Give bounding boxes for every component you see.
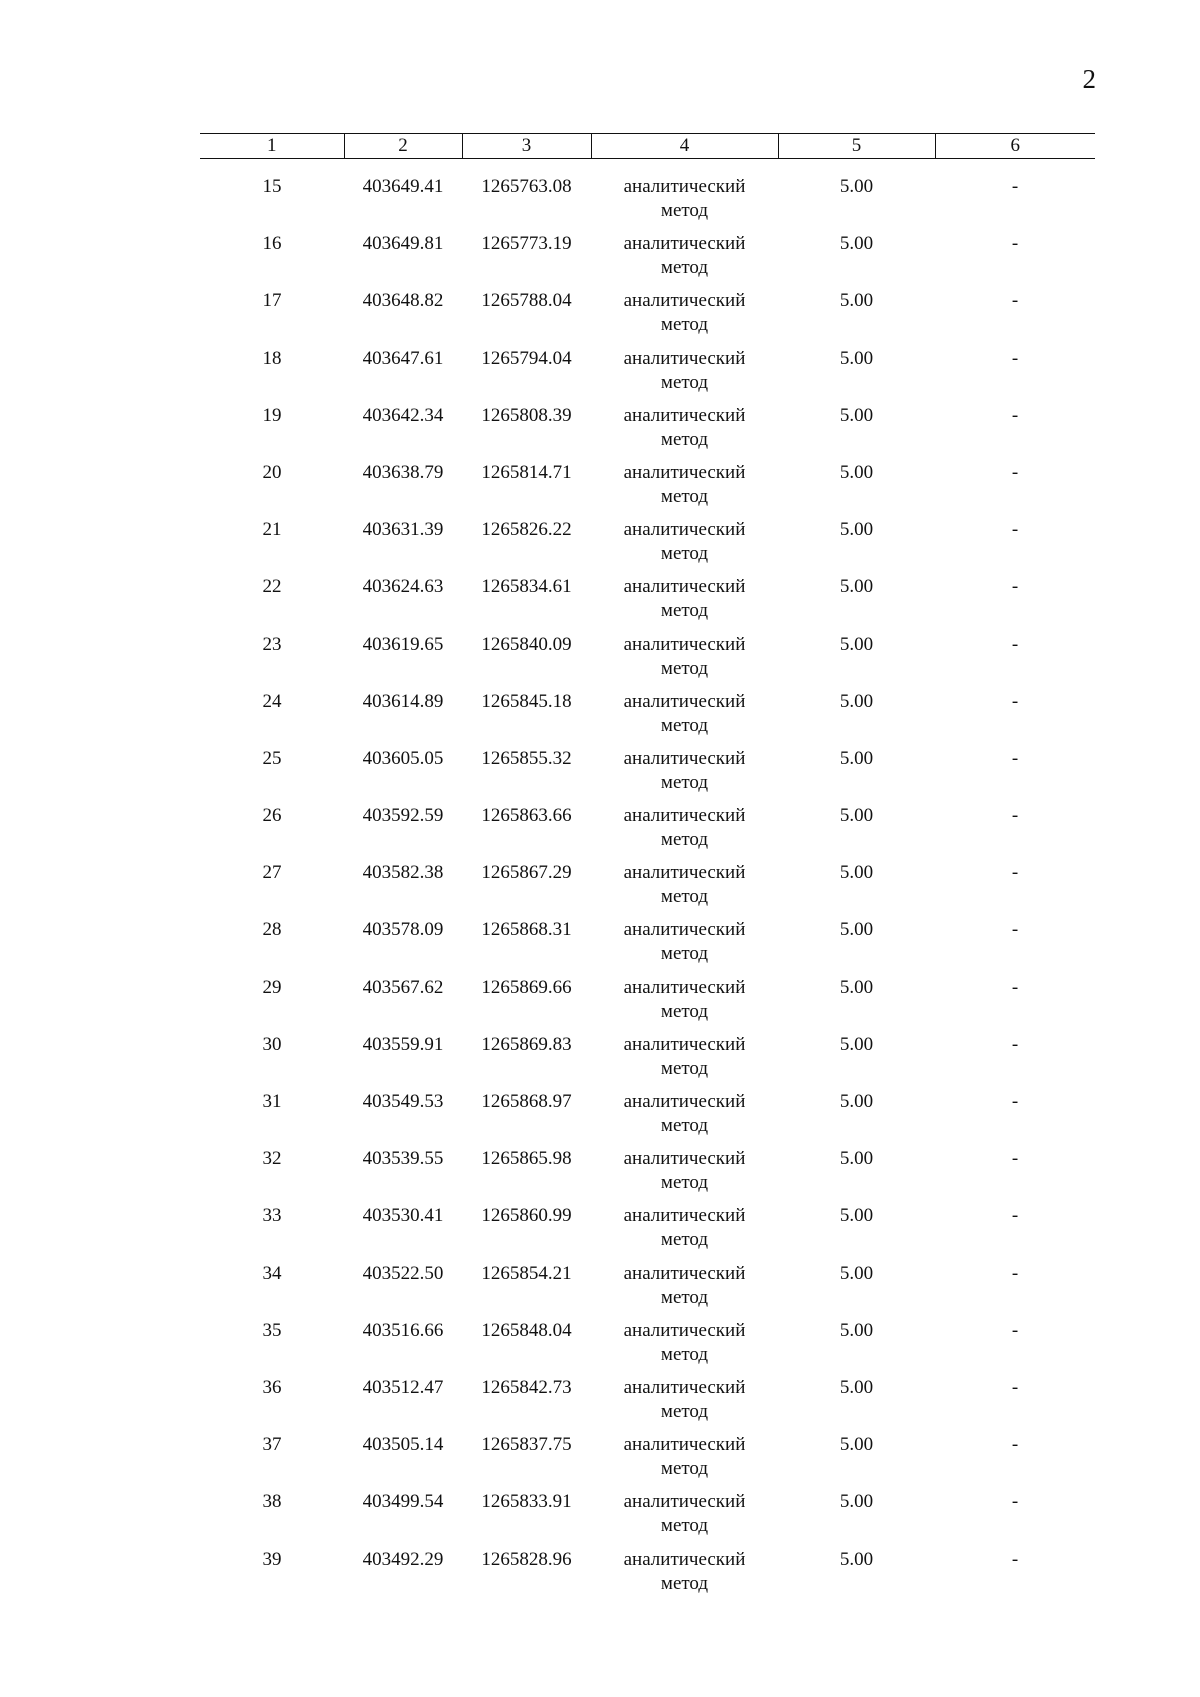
method-cell [591, 1147, 778, 1204]
coordinate-x: 403592.59 [362, 805, 444, 827]
table-row [200, 159, 1095, 233]
method-text-line1: аналитический [623, 347, 746, 369]
coordinate-y: 1265834.61 [481, 576, 572, 598]
method-text-line2: метод [660, 829, 709, 851]
method-text-line2: метод [660, 1000, 709, 1022]
note-value: - [1011, 1033, 1019, 1055]
table-row [200, 918, 1095, 975]
point-number: 34 [262, 1262, 282, 1284]
coordinate-x: 403559.91 [362, 1033, 444, 1055]
accuracy-value: 5.00 [839, 233, 874, 255]
point-number: 28 [262, 919, 282, 941]
method-text-line2: метод [660, 1458, 709, 1480]
method-cell [591, 1376, 778, 1433]
table-row [200, 1490, 1095, 1547]
accuracy-value: 5.00 [839, 1033, 874, 1055]
coordinate-y: 1265788.04 [481, 290, 572, 312]
method-text-line1: аналитический [623, 519, 746, 541]
coordinate-x: 403499.54 [362, 1491, 444, 1513]
coordinate-y: 1265867.29 [481, 862, 572, 884]
method-cell [591, 1090, 778, 1147]
table-row [200, 461, 1095, 518]
coordinate-x: 403567.62 [362, 976, 444, 998]
method-cell [591, 1490, 778, 1547]
table-row [200, 804, 1095, 861]
coordinate-y: 1265794.04 [481, 347, 572, 369]
method-cell [591, 804, 778, 861]
table-row [200, 861, 1095, 918]
method-text-line2: метод [660, 1572, 709, 1594]
note-value: - [1011, 862, 1019, 884]
coordinate-x: 403614.89 [362, 690, 444, 712]
table-header-row [200, 134, 1095, 159]
point-number: 23 [262, 633, 282, 655]
coordinate-x: 403539.55 [362, 1148, 444, 1170]
coordinate-y: 1265848.04 [481, 1319, 572, 1341]
coordinate-y: 1265828.96 [481, 1548, 572, 1570]
method-text-line2: метод [660, 1172, 709, 1194]
method-cell [591, 1319, 778, 1376]
table-header [200, 134, 1095, 159]
method-text-line2: метод [660, 943, 709, 965]
coordinate-y: 1265842.73 [481, 1376, 572, 1398]
accuracy-value: 5.00 [839, 1262, 874, 1284]
coordinate-y: 1265840.09 [481, 633, 572, 655]
method-text-line1: аналитический [623, 461, 746, 483]
method-cell [591, 575, 778, 632]
point-number: 21 [262, 519, 282, 541]
method-text-line2: метод [660, 1515, 709, 1537]
point-number: 27 [262, 862, 282, 884]
table-row [200, 1376, 1095, 1433]
coordinate-y: 1265763.08 [481, 176, 572, 197]
note-value: - [1011, 690, 1019, 712]
note-value: - [1011, 404, 1019, 426]
coordinate-x: 403530.41 [362, 1205, 444, 1227]
accuracy-value: 5.00 [839, 347, 874, 369]
note-value: - [1011, 1491, 1019, 1513]
header-col-6: 6 [935, 134, 1095, 159]
table-row [200, 1090, 1095, 1147]
header-col-5: 5 [778, 134, 935, 159]
method-text-line2: метод [660, 1343, 709, 1365]
method-cell [591, 747, 778, 804]
header-col-3: 3 [462, 134, 591, 159]
accuracy-value: 5.00 [839, 1434, 874, 1456]
point-number: 18 [262, 347, 282, 369]
point-number: 37 [262, 1434, 282, 1456]
point-number: 33 [262, 1205, 282, 1227]
note-value: - [1011, 805, 1019, 827]
note-value: - [1011, 576, 1019, 598]
coordinate-y: 1265833.91 [481, 1491, 572, 1513]
accuracy-value: 5.00 [839, 404, 874, 426]
method-text-line1: аналитический [623, 1148, 746, 1170]
note-value: - [1011, 976, 1019, 998]
note-value: - [1011, 347, 1019, 369]
coordinate-y: 1265868.31 [481, 919, 572, 941]
coordinate-y: 1265808.39 [481, 404, 572, 426]
method-text-line2: метод [660, 1286, 709, 1308]
method-cell [591, 690, 778, 747]
header-col-4: 4 [591, 134, 778, 159]
note-value: - [1011, 1548, 1019, 1570]
table-body [200, 159, 1095, 1605]
method-text-line1: аналитический [623, 862, 746, 884]
method-cell [591, 1204, 778, 1261]
point-number: 25 [262, 747, 282, 769]
method-text-line1: аналитический [623, 976, 746, 998]
method-cell [591, 518, 778, 575]
method-cell [591, 1033, 778, 1090]
coordinate-x: 403642.34 [362, 404, 444, 426]
coordinate-x: 403512.47 [362, 1376, 444, 1398]
table-row [200, 518, 1095, 575]
method-text-line2: метод [660, 771, 709, 793]
method-text-line1: аналитический [623, 805, 746, 827]
coordinate-y: 1265863.66 [481, 805, 572, 827]
method-text-line1: аналитический [623, 1491, 746, 1513]
table-row [200, 232, 1095, 289]
method-text-line2: метод [660, 657, 709, 679]
method-text-line1: аналитический [623, 404, 746, 426]
accuracy-value: 5.00 [839, 576, 874, 598]
table-row [200, 1262, 1095, 1319]
coordinate-y: 1265868.97 [481, 1091, 572, 1112]
method-text-line1: аналитический [623, 576, 746, 598]
note-value: - [1011, 233, 1019, 255]
coordinate-y: 1265855.32 [481, 747, 572, 769]
method-text-line2: метод [660, 1400, 709, 1422]
coordinate-x: 403516.66 [362, 1319, 444, 1341]
table-row [200, 1548, 1095, 1605]
method-text-line1: аналитический [623, 1262, 746, 1284]
method-text-line1: аналитический [623, 747, 746, 769]
method-text-line2: метод [660, 371, 709, 393]
note-value: - [1011, 1319, 1019, 1341]
table-row [200, 1033, 1095, 1090]
note-value: - [1011, 1262, 1019, 1284]
header-col-2: 2 [344, 134, 462, 159]
point-number: 17 [262, 290, 282, 312]
table-row [200, 690, 1095, 747]
method-cell [591, 1433, 778, 1490]
accuracy-value: 5.00 [839, 290, 874, 312]
method-cell [591, 861, 778, 918]
accuracy-value: 5.00 [839, 862, 874, 884]
note-value: - [1011, 1091, 1019, 1112]
method-text-line1: аналитический [623, 633, 746, 655]
method-text-line1: аналитический [623, 1319, 746, 1341]
point-number: 15 [262, 176, 282, 197]
point-number: 26 [262, 805, 282, 827]
method-cell [591, 159, 778, 233]
method-cell [591, 1548, 778, 1605]
accuracy-value: 5.00 [839, 747, 874, 769]
coordinate-x: 403638.79 [362, 461, 444, 483]
method-text-line2: метод [660, 600, 709, 622]
method-cell [591, 461, 778, 518]
accuracy-value: 5.00 [839, 1376, 874, 1398]
note-value: - [1011, 633, 1019, 655]
method-text-line1: аналитический [623, 290, 746, 312]
coordinate-y: 1265826.22 [481, 519, 572, 541]
method-text-line1: аналитический [623, 1434, 746, 1456]
method-text-line2: метод [660, 257, 709, 279]
point-number: 36 [262, 1376, 282, 1398]
note-value: - [1011, 1205, 1019, 1227]
header-col-1: 1 [200, 134, 344, 159]
note-value: - [1011, 461, 1019, 483]
method-text-line1: аналитический [623, 233, 746, 255]
table-row [200, 976, 1095, 1033]
method-text-line2: метод [660, 1115, 709, 1136]
table-row [200, 747, 1095, 804]
point-number: 22 [262, 576, 282, 598]
method-text-line1: аналитический [623, 1033, 746, 1055]
coordinate-y: 1265845.18 [481, 690, 572, 712]
coordinate-x: 403582.38 [362, 862, 444, 884]
coordinates-table-container [200, 133, 1095, 1605]
table-row [200, 575, 1095, 632]
method-text-line1: аналитический [623, 1548, 746, 1570]
table-row [200, 1433, 1095, 1490]
note-value: - [1011, 1376, 1019, 1398]
accuracy-value: 5.00 [839, 1319, 874, 1341]
table-row [200, 404, 1095, 461]
method-text-line2: метод [660, 1229, 709, 1251]
method-text-line2: метод [660, 200, 709, 221]
coordinate-x: 403631.39 [362, 519, 444, 541]
note-value: - [1011, 290, 1019, 312]
method-text-line2: метод [660, 428, 709, 450]
point-number: 39 [262, 1548, 282, 1570]
point-number: 30 [262, 1033, 282, 1055]
coordinate-x: 403605.05 [362, 747, 444, 769]
accuracy-value: 5.00 [839, 1148, 874, 1170]
method-cell [591, 289, 778, 346]
point-number: 35 [262, 1319, 282, 1341]
point-number: 20 [262, 461, 282, 483]
coordinate-y: 1265860.99 [481, 1205, 572, 1227]
table-row [200, 633, 1095, 690]
coordinate-x: 403649.41 [362, 176, 444, 197]
coordinates-table [200, 133, 1095, 1605]
method-text-line2: метод [660, 886, 709, 908]
accuracy-value: 5.00 [839, 176, 874, 197]
accuracy-value: 5.00 [839, 1491, 874, 1513]
method-cell [591, 232, 778, 289]
method-text-line2: метод [660, 1057, 709, 1079]
point-number: 32 [262, 1148, 282, 1170]
method-cell [591, 1262, 778, 1319]
accuracy-value: 5.00 [839, 919, 874, 941]
coordinate-y: 1265773.19 [481, 233, 572, 255]
coordinate-x: 403522.50 [362, 1262, 444, 1284]
accuracy-value: 5.00 [839, 976, 874, 998]
coordinate-y: 1265869.83 [481, 1033, 572, 1055]
accuracy-value: 5.00 [839, 805, 874, 827]
method-text-line1: аналитический [623, 1376, 746, 1398]
method-text-line1: аналитический [623, 919, 746, 941]
coordinate-y: 1265869.66 [481, 976, 572, 998]
table-row [200, 1147, 1095, 1204]
method-cell [591, 404, 778, 461]
note-value: - [1011, 919, 1019, 941]
method-text-line1: аналитический [623, 1091, 746, 1112]
coordinate-x: 403624.63 [362, 576, 444, 598]
method-cell [591, 918, 778, 975]
coordinate-x: 403648.82 [362, 290, 444, 312]
coordinate-y: 1265854.21 [481, 1262, 572, 1284]
method-text-line1: аналитический [623, 1205, 746, 1227]
accuracy-value: 5.00 [839, 519, 874, 541]
note-value: - [1011, 1434, 1019, 1456]
method-cell [591, 976, 778, 1033]
table-row [200, 1204, 1095, 1261]
note-value: - [1011, 176, 1019, 197]
coordinate-x: 403549.53 [362, 1091, 444, 1112]
coordinate-y: 1265865.98 [481, 1148, 572, 1170]
coordinate-y: 1265837.75 [481, 1434, 572, 1456]
coordinate-y: 1265814.71 [481, 461, 572, 483]
method-text-line2: метод [660, 314, 709, 336]
coordinate-x: 403619.65 [362, 633, 444, 655]
method-text-line1: аналитический [623, 176, 746, 197]
coordinate-x: 403649.81 [362, 233, 444, 255]
method-text-line2: метод [660, 485, 709, 507]
coordinate-x: 403578.09 [362, 919, 444, 941]
method-text-line2: метод [660, 714, 709, 736]
point-number: 29 [262, 976, 282, 998]
accuracy-value: 5.00 [839, 633, 874, 655]
note-value: - [1011, 519, 1019, 541]
accuracy-value: 5.00 [839, 1205, 874, 1227]
note-value: - [1011, 747, 1019, 769]
method-cell [591, 347, 778, 404]
accuracy-value: 5.00 [839, 1548, 874, 1570]
accuracy-value: 5.00 [839, 690, 874, 712]
table-row [200, 347, 1095, 404]
method-text-line2: метод [660, 543, 709, 565]
point-number: 16 [262, 233, 282, 255]
table-row [200, 289, 1095, 346]
point-number: 38 [262, 1491, 282, 1513]
coordinate-x: 403647.61 [362, 347, 444, 369]
accuracy-value: 5.00 [839, 1091, 874, 1112]
method-text-line1: аналитический [623, 690, 746, 712]
table-row [200, 1319, 1095, 1376]
point-number: 24 [262, 690, 282, 712]
method-cell [591, 633, 778, 690]
coordinate-x: 403505.14 [362, 1434, 444, 1456]
note-value: - [1011, 1148, 1019, 1170]
point-number: 31 [262, 1091, 282, 1112]
page-number: 2 [1082, 64, 1096, 94]
accuracy-value: 5.00 [839, 461, 874, 483]
point-number: 19 [262, 404, 282, 426]
coordinate-x: 403492.29 [362, 1548, 444, 1570]
